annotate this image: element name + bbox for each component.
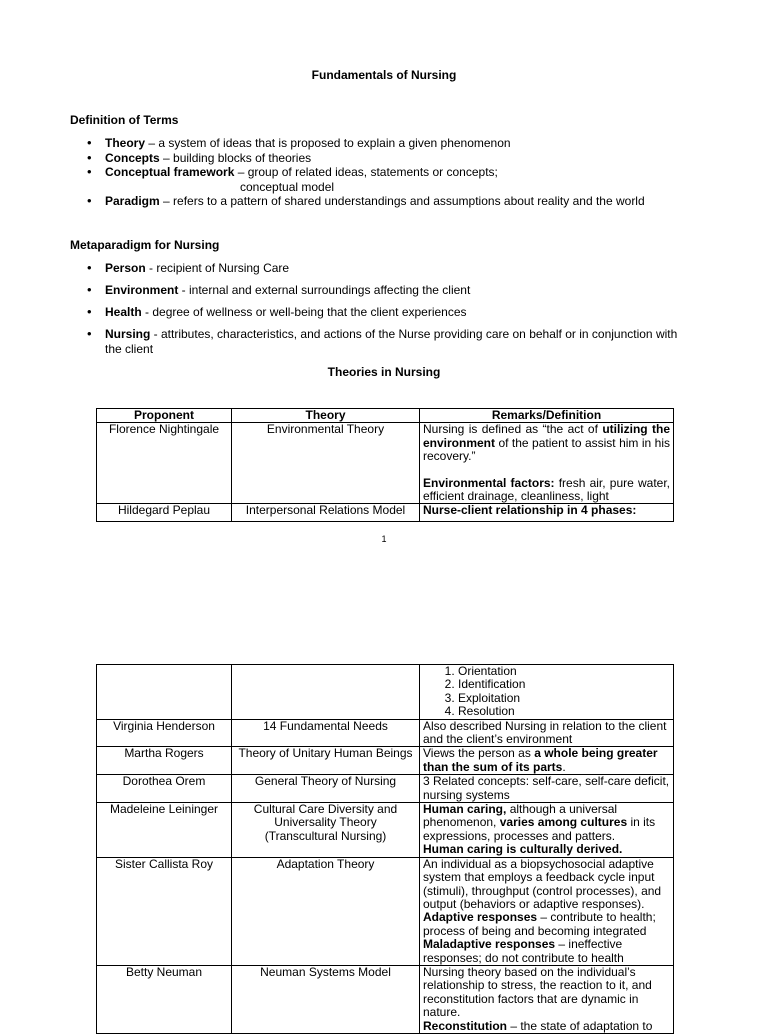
list-item: • Paradigm – refers to a pattern of shared understandings and assumptions about reality and the world (70, 194, 690, 209)
remark-cell: Nursing theory based on the individual’s relationship to stress, the reaction to it, and reconstitution factors that are dynamic in nature. Reconstitution – the state of adaptation to (420, 965, 674, 1033)
list-item: 1. Orientation (458, 665, 670, 678)
table-row (97, 965, 674, 1033)
theory-cell: Cultural Care Diversity and Universality Theory (Transcultural Nursing) (232, 803, 420, 858)
document-title: Fundamentals of Nursing (311, 68, 457, 82)
table-row (97, 803, 674, 858)
proponent-cell: Florence Nightingale (97, 423, 232, 504)
metaparadigm-list (70, 261, 685, 364)
table-row (97, 747, 674, 775)
proponent-cell: Hildegard Peplau (97, 504, 232, 522)
table-row (97, 665, 674, 720)
table-row (97, 775, 674, 803)
remark-cell: An individual as a biopsychosocial adaptive system that employs a feedback cycle input (stimuli), throughput (control processes), and output (behaviors or adaptive responses). Adaptive responses – contribute to health; process of being and becoming integrated Maladaptive responses – ineffective responses; do not contribute to health (420, 857, 674, 965)
theory-cell (232, 665, 420, 720)
list-item: 4. Resolution (458, 705, 670, 718)
list-item: • Environment - internal and external surroundings affecting the client (70, 283, 685, 298)
theory-cell: 14 Fundamental Needs (232, 719, 420, 747)
proponent-cell: Martha Rogers (97, 747, 232, 775)
remark-cell: Nurse-client relationship in 4 phases: (420, 504, 674, 522)
table-row (97, 719, 674, 747)
remark-cell: Views the person as a whole being greater than the sum of its parts. (420, 747, 674, 775)
theories-table (96, 408, 674, 522)
theory-cell: Adaptation Theory (232, 857, 420, 965)
theory-cell: Neuman Systems Model (232, 965, 420, 1033)
proponent-cell: Dorothea Orem (97, 775, 232, 803)
metaparadigm-heading: Metaparadigm for Nursing (70, 238, 220, 252)
remark-cell: Human caring, although a universal phenomenon, varies among cultures in its expressions, processes and patters. Human caring is culturally derived. (420, 803, 674, 858)
proponent-cell: Madeleine Leininger (97, 803, 232, 858)
proponent-cell (97, 665, 232, 720)
list-item: • Nursing - attributes, characteristics, and actions of the Nurse providing care on behalf or in conjunction with the client (70, 327, 685, 356)
column-header: Proponent (97, 409, 232, 423)
theory-cell: Interpersonal Relations Model (232, 504, 420, 522)
remark-cell: Also described Nursing in relation to the client and the client’s environment (420, 719, 674, 747)
list-item: • Health - degree of wellness or well-being that the client experiences (70, 305, 685, 320)
list-item: • Theory – a system of ideas that is proposed to explain a given phenomenon (70, 136, 690, 151)
definitions-heading: Definition of Terms (70, 113, 179, 127)
theory-cell: General Theory of Nursing (232, 775, 420, 803)
table-header-row (97, 409, 674, 423)
proponent-cell: Betty Neuman (97, 965, 232, 1033)
list-item: • Conceptual framework – group of related ideas, statements or concepts; conceptual model (70, 165, 690, 194)
table-row (97, 857, 674, 965)
table-row (97, 504, 674, 522)
theories-heading: Theories in Nursing (327, 365, 441, 379)
column-header: Remarks/Definition (420, 409, 674, 423)
page-number: 1 (381, 534, 387, 544)
column-header: Theory (232, 409, 420, 423)
remark-cell: 3 Related concepts: self-care, self-care deficit, nursing systems (420, 775, 674, 803)
list-item: • Concepts – building blocks of theories (70, 151, 690, 166)
proponent-cell: Virginia Henderson (97, 719, 232, 747)
phases-list (423, 665, 670, 719)
proponent-cell: Sister Callista Roy (97, 857, 232, 965)
theory-cell: Theory of Unitary Human Beings (232, 747, 420, 775)
list-item: • Person - recipient of Nursing Care (70, 261, 685, 276)
theory-cell: Environmental Theory (232, 423, 420, 504)
remark-cell (420, 665, 674, 720)
list-item: 3. Exploitation (458, 692, 670, 705)
theories-table-continued (96, 664, 674, 1034)
table-row (97, 423, 674, 504)
list-item: 2. Identification (458, 678, 670, 691)
definitions-list (70, 136, 690, 209)
remark-cell: Nursing is defined as “the act of utilizing the environment of the patient to assist him in his recovery.” Environmental factors: fresh air, pure water, efficient drainage, cleanliness, light (420, 423, 674, 504)
